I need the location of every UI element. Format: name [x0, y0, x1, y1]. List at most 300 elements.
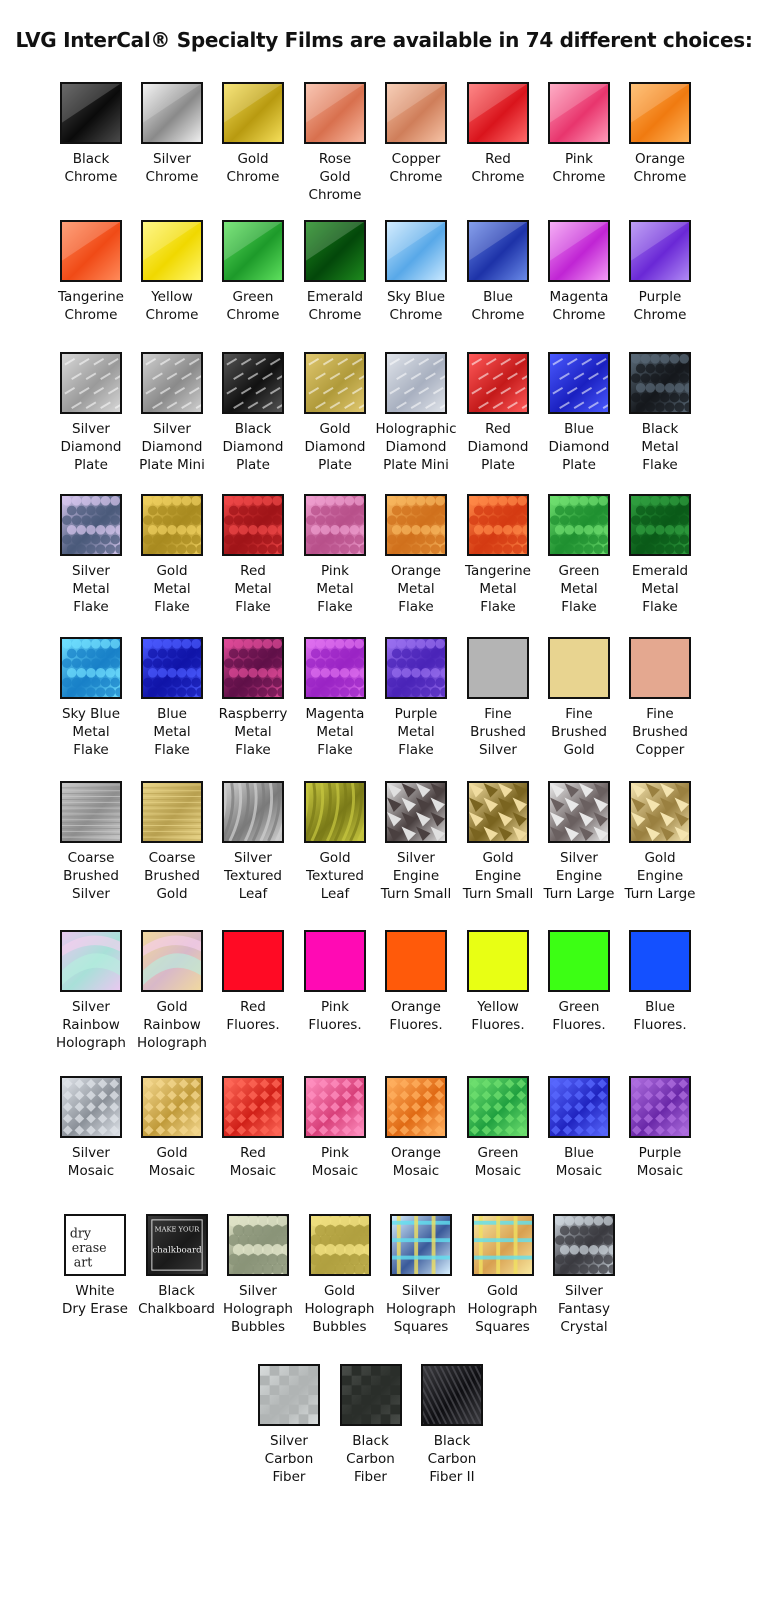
swatch-blue-metal-flake [128, 637, 216, 759]
swatch-texture [224, 222, 282, 280]
swatch-label: Yellow Fluores. [471, 999, 525, 1033]
swatch-silver-diamond-plate-mini [128, 352, 216, 474]
swatch-texture [631, 932, 689, 990]
swatch-label: Pink Metal Flake [316, 563, 354, 615]
swatch-label: Purple Metal Flake [394, 706, 438, 758]
swatch-green-metal-flake [535, 494, 623, 616]
swatch-red-metal-flake [209, 494, 297, 616]
swatch-label: Holographic Diamond Plate Mini [375, 421, 457, 473]
swatch-purple-chrome [616, 220, 704, 324]
swatch-label: Blue Diamond Plate [548, 421, 610, 473]
swatch-silver-rainbow-holograph [47, 930, 135, 1052]
swatch-chip [629, 1076, 691, 1138]
swatch-texture [224, 932, 282, 990]
swatch-chip [60, 352, 122, 414]
swatch-label: Silver Mosaic [67, 1145, 115, 1179]
swatch-black-carbon-fiber [327, 1364, 415, 1486]
swatch-blue-chrome [454, 220, 542, 324]
swatch-texture [143, 932, 201, 990]
swatch-black-metal-flake [616, 352, 704, 474]
swatch-pink-mosaic [291, 1076, 379, 1180]
swatch-chip [548, 1076, 610, 1138]
swatch-tangerine-chrome [47, 220, 135, 324]
swatch-label: Gold Metal Flake [153, 563, 191, 615]
swatch-texture [555, 1216, 613, 1274]
swatch-texture [306, 639, 364, 697]
swatch-white-dry-erase [51, 1214, 139, 1318]
swatch-rose-gold-chrome [291, 82, 379, 204]
swatch-texture [306, 1078, 364, 1136]
dry-erase-sample-text: dry erase art [69, 1225, 107, 1270]
swatch-silver-carbon-fiber [245, 1364, 333, 1486]
swatch-label: Gold Rainbow Holograph [137, 999, 207, 1051]
swatch-texture [550, 783, 608, 841]
swatch-chip [141, 930, 203, 992]
swatch-label: Orange Mosaic [391, 1145, 441, 1179]
swatch-texture [342, 1366, 400, 1424]
swatch-chip [60, 930, 122, 992]
swatch-chip [60, 781, 122, 843]
swatch-chip [141, 781, 203, 843]
swatch-chip [258, 1364, 320, 1426]
swatch-chip [304, 930, 366, 992]
swatch-chip [629, 637, 691, 699]
swatch-texture [469, 932, 527, 990]
swatch-texture [631, 639, 689, 697]
swatch-gold-engine-turn-large [616, 781, 704, 903]
swatch-yellow-chrome [128, 220, 216, 324]
swatch-chip [222, 781, 284, 843]
swatch-texture [62, 496, 120, 554]
swatch-texture [62, 222, 120, 280]
swatch-chip [548, 352, 610, 414]
swatch-black-chalkboard [133, 1214, 221, 1318]
swatch-texture [387, 783, 445, 841]
swatch-label: Pink Chrome [552, 151, 606, 185]
swatch-chip [385, 930, 447, 992]
swatch-label: Gold Mosaic [148, 1145, 196, 1179]
swatch-chip [60, 1076, 122, 1138]
swatch-texture [387, 222, 445, 280]
swatch-purple-mosaic [616, 1076, 704, 1180]
swatch-chip [467, 781, 529, 843]
swatch-label: Green Chrome [226, 289, 280, 323]
swatch-chip [472, 1214, 534, 1276]
swatch-fine-brushed-gold [535, 637, 623, 759]
swatch-gold-holograph-squares [459, 1214, 547, 1336]
swatch-texture [469, 1078, 527, 1136]
swatch-label: Green Metal Flake [558, 563, 600, 615]
swatch-chip [629, 82, 691, 144]
swatch-sky-blue-chrome [372, 220, 460, 324]
swatch-chip [467, 637, 529, 699]
swatch-gold-rainbow-holograph [128, 930, 216, 1052]
swatch-chip [421, 1364, 483, 1426]
swatch-red-chrome [454, 82, 542, 186]
swatch-purple-metal-flake [372, 637, 460, 759]
swatch-label: Black Carbon Fiber [346, 1433, 395, 1485]
page-title: LVG InterCal® Specialty Films are available in 74 different choices: [15, 28, 753, 52]
swatch-texture [469, 222, 527, 280]
swatch-silver-chrome [128, 82, 216, 186]
swatch-chip [390, 1214, 452, 1276]
swatch-magenta-metal-flake [291, 637, 379, 759]
swatch-copper-chrome [372, 82, 460, 186]
swatch-label: Silver Diamond Plate Mini [139, 421, 205, 473]
swatch-chip [141, 1076, 203, 1138]
swatch-emerald-metal-flake [616, 494, 704, 616]
swatch-texture [631, 222, 689, 280]
swatch-chip [60, 82, 122, 144]
swatch-blue-mosaic [535, 1076, 623, 1180]
swatch-label: Silver Diamond Plate [60, 421, 122, 473]
swatch-chip [222, 930, 284, 992]
swatch-texture [387, 932, 445, 990]
swatch-chip [227, 1214, 289, 1276]
swatch-raspberry-metal-flake [209, 637, 297, 759]
swatch-label: Rose Gold Chrome [308, 151, 362, 203]
swatch-chip [385, 781, 447, 843]
swatch-label: Gold Engine Turn Small [462, 850, 534, 902]
swatch-label: Silver Engine Turn Large [543, 850, 615, 902]
swatch-chip [60, 494, 122, 556]
swatch-texture [631, 496, 689, 554]
swatch-silver-metal-flake [47, 494, 135, 616]
swatch-texture [474, 1216, 532, 1274]
swatch-chip [304, 494, 366, 556]
swatch-texture [306, 84, 364, 142]
swatch-chip [467, 82, 529, 144]
swatch-pink-fluores [291, 930, 379, 1034]
swatch-label: Blue Chrome [471, 289, 525, 323]
swatch-texture [469, 84, 527, 142]
chalkboard-sample-text: chalkboard [151, 1245, 202, 1256]
swatch-chip [141, 82, 203, 144]
swatch-texture [387, 496, 445, 554]
swatch-texture [143, 84, 201, 142]
swatch-chip [467, 352, 529, 414]
swatch-chip [629, 494, 691, 556]
swatch-label: Blue Fluores. [633, 999, 687, 1033]
swatch-label: Black Chrome [64, 151, 118, 185]
swatch-chip [467, 1076, 529, 1138]
swatch-chip [548, 930, 610, 992]
swatch-texture [550, 354, 608, 412]
swatch-texture [469, 354, 527, 412]
swatch-chip [141, 352, 203, 414]
swatch-chip [548, 82, 610, 144]
swatch-texture [550, 932, 608, 990]
swatch-black-carbon-fiber-ii [408, 1364, 496, 1486]
swatch-label: Purple Chrome [633, 289, 687, 323]
swatch-silver-engine-turn-large [535, 781, 623, 903]
swatch-texture [224, 354, 282, 412]
swatch-label: Orange Chrome [633, 151, 687, 185]
swatch-texture [62, 932, 120, 990]
swatch-green-fluores [535, 930, 623, 1034]
swatch-texture [631, 783, 689, 841]
swatch-chip [60, 637, 122, 699]
swatch-label: Red Chrome [471, 151, 525, 185]
swatch-fine-brushed-silver [454, 637, 542, 759]
swatch-gold-diamond-plate [291, 352, 379, 474]
swatch-chip [385, 494, 447, 556]
swatch-chip [548, 781, 610, 843]
swatch-label: Black Carbon Fiber II [427, 1433, 477, 1485]
swatch-texture [306, 496, 364, 554]
swatch-label: Gold Holograph Bubbles [304, 1283, 375, 1335]
swatch-chip [146, 1214, 208, 1276]
swatch-chip [304, 82, 366, 144]
swatch-sky-blue-metal-flake [47, 637, 135, 759]
swatch-gold-mosaic [128, 1076, 216, 1180]
swatch-silver-fantasy-crystal [540, 1214, 628, 1336]
swatch-label: Blue Metal Flake [153, 706, 191, 758]
swatch-texture [306, 783, 364, 841]
swatch-label: Silver Engine Turn Small [380, 850, 452, 902]
swatch-texture [260, 1366, 318, 1424]
swatch-chip [222, 352, 284, 414]
swatch-label: Sky Blue Metal Flake [61, 706, 121, 758]
swatch-chip [385, 220, 447, 282]
swatch-coarse-brushed-gold [128, 781, 216, 903]
swatch-label: Raspberry Metal Flake [218, 706, 288, 758]
swatch-texture [148, 1216, 206, 1274]
swatch-texture [550, 84, 608, 142]
swatch-pink-chrome [535, 82, 623, 186]
swatch-chip [304, 352, 366, 414]
swatch-chip [304, 220, 366, 282]
swatch-fine-brushed-copper [616, 637, 704, 759]
swatch-texture [631, 1078, 689, 1136]
swatch-chip [222, 82, 284, 144]
swatch-texture [387, 354, 445, 412]
swatch-label: Silver Fantasy Crystal [558, 1283, 610, 1335]
swatch-silver-holograph-bubbles [214, 1214, 302, 1336]
swatch-emerald-chrome [291, 220, 379, 324]
swatch-label: Pink Fluores. [308, 999, 362, 1033]
swatch-label: Magenta Chrome [549, 289, 609, 323]
swatch-label: Silver Rainbow Holograph [56, 999, 126, 1051]
swatch-orange-chrome [616, 82, 704, 186]
swatch-label: Gold Textured Leaf [306, 850, 364, 902]
swatch-label: Black Chalkboard [138, 1283, 215, 1317]
swatch-label: Emerald Metal Flake [631, 563, 689, 615]
swatch-silver-mosaic [47, 1076, 135, 1180]
swatch-label: Orange Metal Flake [391, 563, 441, 615]
swatch-chip [60, 220, 122, 282]
swatch-texture [387, 84, 445, 142]
swatch-texture [224, 84, 282, 142]
swatch-chip [141, 494, 203, 556]
swatch-coarse-brushed-silver [47, 781, 135, 903]
swatch-label: Black Diamond Plate [222, 421, 284, 473]
swatch-label: Gold Chrome [226, 151, 280, 185]
swatch-texture [631, 354, 689, 412]
swatch-texture [143, 354, 201, 412]
swatch-label: Fine Brushed Silver [470, 706, 526, 758]
swatch-black-diamond-plate [209, 352, 297, 474]
swatch-label: Coarse Brushed Silver [63, 850, 119, 902]
swatch-chip [304, 1076, 366, 1138]
swatch-texture [469, 639, 527, 697]
swatch-texture [143, 222, 201, 280]
swatch-texture [550, 222, 608, 280]
swatch-texture [631, 84, 689, 142]
swatch-label: Gold Engine Turn Large [624, 850, 696, 902]
swatch-label: Silver Carbon Fiber [264, 1433, 314, 1485]
swatch-texture [66, 1216, 124, 1274]
swatch-chip [340, 1364, 402, 1426]
swatch-gold-textured-leaf [291, 781, 379, 903]
swatch-chip [309, 1214, 371, 1276]
swatch-chip [385, 637, 447, 699]
swatch-chip [141, 220, 203, 282]
swatch-silver-textured-leaf [209, 781, 297, 903]
swatch-label: Silver Holograph Bubbles [223, 1283, 293, 1335]
swatch-gold-metal-flake [128, 494, 216, 616]
swatch-label: Red Mosaic [229, 1145, 277, 1179]
swatch-chip [222, 494, 284, 556]
swatch-texture [387, 639, 445, 697]
swatch-chip [222, 1076, 284, 1138]
swatch-chip [64, 1214, 126, 1276]
swatch-texture [62, 84, 120, 142]
swatch-chip [467, 494, 529, 556]
swatch-texture [550, 496, 608, 554]
swatch-blue-diamond-plate [535, 352, 623, 474]
swatch-chip [467, 220, 529, 282]
swatch-chip [385, 82, 447, 144]
swatch-label: Fine Brushed Gold [551, 706, 607, 758]
swatch-texture [392, 1216, 450, 1274]
swatch-texture [550, 1078, 608, 1136]
swatch-texture [311, 1216, 369, 1274]
swatch-gold-holograph-bubbles [296, 1214, 384, 1336]
swatch-chip [385, 1076, 447, 1138]
swatch-chip [548, 637, 610, 699]
swatch-chip [141, 637, 203, 699]
swatch-texture [224, 496, 282, 554]
swatch-label: Red Fluores. [226, 999, 280, 1033]
swatch-red-mosaic [209, 1076, 297, 1180]
swatch-label: Silver Textured Leaf [224, 850, 282, 902]
swatch-texture [62, 639, 120, 697]
swatch-label: White Dry Erase [62, 1283, 128, 1317]
swatch-green-chrome [209, 220, 297, 324]
swatch-chip [222, 220, 284, 282]
swatch-label: Orange Fluores. [389, 999, 443, 1033]
swatch-chip [553, 1214, 615, 1276]
swatch-texture [143, 783, 201, 841]
swatch-label: Red Diamond Plate [467, 421, 529, 473]
swatch-silver-holograph-squares [377, 1214, 465, 1336]
swatch-silver-diamond-plate [47, 352, 135, 474]
swatch-chip [629, 352, 691, 414]
swatch-label: Sky Blue Chrome [386, 289, 446, 323]
swatch-red-fluores [209, 930, 297, 1034]
swatch-orange-metal-flake [372, 494, 460, 616]
swatch-label: Green Fluores. [552, 999, 606, 1033]
swatch-texture [143, 639, 201, 697]
swatch-label: Coarse Brushed Gold [144, 850, 200, 902]
swatch-magenta-chrome [535, 220, 623, 324]
swatch-texture [469, 496, 527, 554]
swatch-holographic-diamond-plate-mini [372, 352, 460, 474]
swatch-gold-chrome [209, 82, 297, 186]
swatch-chip [385, 352, 447, 414]
swatch-black-chrome [47, 82, 135, 186]
swatch-texture [387, 1078, 445, 1136]
swatch-texture [62, 354, 120, 412]
swatch-tangerine-metal-flake [454, 494, 542, 616]
swatch-label: Tangerine Chrome [58, 289, 124, 323]
chalkboard-sample-text: MAKE YOUR [154, 1225, 199, 1234]
swatch-chip [548, 494, 610, 556]
swatch-texture [550, 639, 608, 697]
swatch-label: Red Metal Flake [234, 563, 272, 615]
swatch-texture [423, 1366, 481, 1424]
swatch-green-mosaic [454, 1076, 542, 1180]
swatch-texture [62, 1078, 120, 1136]
swatch-label: Copper Chrome [389, 151, 443, 185]
swatch-texture [224, 639, 282, 697]
swatch-label: Silver Holograph Squares [386, 1283, 456, 1335]
swatch-label: Silver Metal Flake [72, 563, 110, 615]
swatch-label: Black Metal Flake [641, 421, 679, 473]
swatch-chip [548, 220, 610, 282]
swatch-chip [629, 781, 691, 843]
swatch-gold-engine-turn-small [454, 781, 542, 903]
swatch-texture [143, 496, 201, 554]
swatch-label: Magenta Metal Flake [305, 706, 365, 758]
swatch-texture [229, 1216, 287, 1274]
swatch-label: Yellow Chrome [145, 289, 199, 323]
swatch-chip [304, 637, 366, 699]
swatch-red-diamond-plate [454, 352, 542, 474]
swatch-label: Silver Chrome [145, 151, 199, 185]
swatch-label: Tangerine Metal Flake [465, 563, 531, 615]
swatch-texture [224, 783, 282, 841]
swatch-texture [306, 354, 364, 412]
swatch-texture [224, 1078, 282, 1136]
swatch-texture [306, 222, 364, 280]
swatch-label: Fine Brushed Copper [632, 706, 688, 758]
swatch-orange-mosaic [372, 1076, 460, 1180]
swatch-label: Blue Mosaic [555, 1145, 603, 1179]
swatch-texture [143, 1078, 201, 1136]
swatch-label: Gold Diamond Plate [304, 421, 366, 473]
swatch-yellow-fluores [454, 930, 542, 1034]
swatch-texture [306, 932, 364, 990]
swatch-texture [469, 783, 527, 841]
swatch-blue-fluores [616, 930, 704, 1034]
swatch-texture [62, 783, 120, 841]
swatch-label: Pink Mosaic [311, 1145, 359, 1179]
swatch-chip [304, 781, 366, 843]
swatch-chip [467, 930, 529, 992]
swatch-orange-fluores [372, 930, 460, 1034]
swatch-silver-engine-turn-small [372, 781, 460, 903]
swatch-chip [629, 930, 691, 992]
swatch-label: Green Mosaic [474, 1145, 522, 1179]
swatch-chip [629, 220, 691, 282]
swatch-pink-metal-flake [291, 494, 379, 616]
swatch-label: Purple Mosaic [636, 1145, 684, 1179]
swatch-label: Emerald Chrome [306, 289, 364, 323]
swatch-label: Gold Holograph Squares [467, 1283, 538, 1335]
swatch-chip [222, 637, 284, 699]
